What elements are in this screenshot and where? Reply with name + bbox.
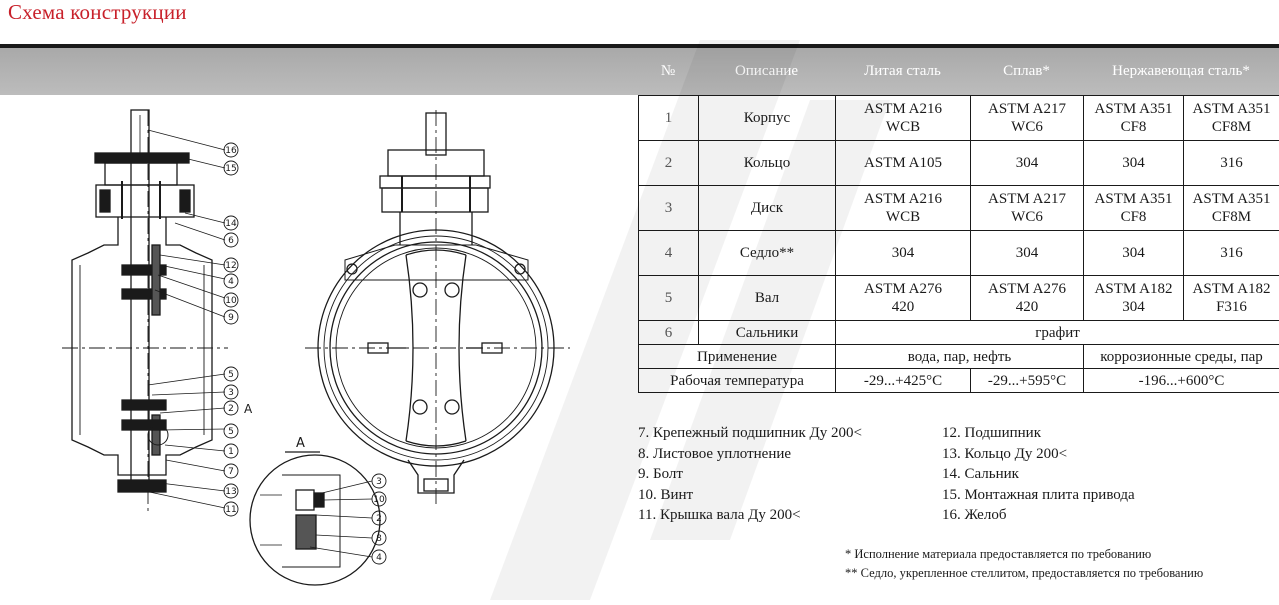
- cell-ss1: 304: [1084, 141, 1184, 186]
- header-alloy: Сплав*: [970, 48, 1083, 95]
- footnote-seat: ** Седло, укрепленное стеллитом, предоставляется по требованию: [845, 566, 1203, 581]
- row-desc: Кольцо: [699, 141, 836, 186]
- callout-text: 4: [228, 277, 234, 287]
- header-cast-steel: Литая сталь: [835, 48, 970, 95]
- callout-text: 5: [228, 427, 234, 437]
- temperature-stainless: -196...+600°C: [1084, 369, 1279, 393]
- front-view: [305, 110, 570, 505]
- legend-item: 8. Листовое уплотнение: [638, 444, 862, 465]
- cell-ss2: ASTM A182 F316: [1184, 276, 1279, 321]
- detail-a: [250, 436, 380, 585]
- parts-legend-right: [942, 423, 1135, 526]
- callouts-left: [224, 143, 253, 516]
- cell-cast: 304: [836, 231, 971, 276]
- parts-legend-left: [638, 423, 862, 526]
- callout-text: 7: [228, 467, 234, 477]
- cell-alloy: ASTM A217 WC6: [971, 96, 1084, 141]
- callout-text: 13: [225, 487, 236, 497]
- header-num: №: [638, 48, 698, 95]
- row-num: 1: [639, 96, 699, 141]
- construction-drawing: [0, 95, 640, 591]
- row-num: 5: [639, 276, 699, 321]
- callout-text: 9: [228, 313, 234, 323]
- table-row: [639, 231, 1279, 276]
- callout-text: 11: [225, 505, 236, 515]
- cell-ss2: ASTM A351 CF8M: [1184, 186, 1279, 231]
- row-num: 2: [639, 141, 699, 186]
- callout-text: 4: [376, 553, 382, 563]
- legend-item: 11. Крышка вала Ду 200<: [638, 505, 862, 526]
- cell-ss1: 304: [1084, 231, 1184, 276]
- table-row: [639, 276, 1279, 321]
- application-stainless: коррозионные среды, пар: [1084, 345, 1279, 369]
- cell-ss2: 316: [1184, 141, 1279, 186]
- section-view: [62, 110, 228, 515]
- callout-text: 16: [225, 146, 237, 156]
- cell-ss1: ASTM A351 CF8: [1084, 96, 1184, 141]
- callout-text: 1: [228, 447, 234, 457]
- callout-text: 15: [225, 164, 236, 174]
- temperature-row: [639, 369, 1279, 393]
- cell-cast: ASTM A276 420: [836, 276, 971, 321]
- cell-ss1: ASTM A351 CF8: [1084, 186, 1184, 231]
- temperature-cast: -29...+425°C: [836, 369, 971, 393]
- row-num: 4: [639, 231, 699, 276]
- row-desc: Седло**: [699, 231, 836, 276]
- legend-item: 12. Подшипник: [942, 423, 1135, 444]
- legend-item: 7. Крепежный подшипник Ду 200<: [638, 423, 862, 444]
- table-row: [639, 96, 1279, 141]
- footnote-material: * Исполнение материала предоставляется по требованию: [845, 547, 1151, 562]
- table-row: [639, 141, 1279, 186]
- callout-text: 2: [228, 404, 234, 414]
- callout-text: 3: [376, 477, 382, 487]
- cell-cast: ASTM A105: [836, 141, 971, 186]
- callout-text: 10: [373, 495, 385, 505]
- legend-item: 16. Желоб: [942, 505, 1135, 526]
- callout-text: 2: [376, 514, 382, 524]
- cell-ss2: 316: [1184, 231, 1279, 276]
- row-num: 6: [639, 321, 699, 345]
- legend-item: 10. Винт: [638, 485, 862, 506]
- table-row: [639, 321, 1279, 345]
- temperature-alloy: -29...+595°C: [971, 369, 1084, 393]
- legend-item: 15. Монтажная плита привода: [942, 485, 1135, 506]
- callout-text: 5: [228, 370, 234, 380]
- section-letter: A: [244, 402, 253, 416]
- cell-ss1: ASTM A182 304: [1084, 276, 1184, 321]
- callout-text: 10: [225, 296, 237, 306]
- cell-alloy: ASTM A217 WC6: [971, 186, 1084, 231]
- row-desc: Сальники: [699, 321, 836, 345]
- row-desc: Вал: [699, 276, 836, 321]
- table-row: [639, 186, 1279, 231]
- legend-item: 13. Кольцо Ду 200<: [942, 444, 1135, 465]
- row-desc: Корпус: [699, 96, 836, 141]
- callout-text: 12: [225, 261, 236, 271]
- callout-text: 3: [228, 388, 234, 398]
- cell-cast: ASTM A216 WCB: [836, 186, 971, 231]
- application-carbon: вода, пар, нефть: [836, 345, 1084, 369]
- header-stainless: Нержавеющая сталь*: [1083, 48, 1279, 95]
- materials-table: [638, 95, 1279, 393]
- callouts-detail: [372, 474, 386, 564]
- callout-text: 14: [225, 219, 237, 229]
- callout-text: 8: [376, 534, 382, 544]
- page-title: Схема конструкции: [8, 0, 187, 25]
- cell-ss2: ASTM A351 CF8M: [1184, 96, 1279, 141]
- row-num: 3: [639, 186, 699, 231]
- cell-packing: графит: [836, 321, 1279, 345]
- temperature-label: Рабочая температура: [639, 369, 836, 393]
- detail-label: A: [296, 436, 305, 451]
- legend-item: 9. Болт: [638, 464, 862, 485]
- header-description: Описание: [698, 48, 835, 95]
- callout-text: 6: [228, 236, 234, 246]
- cell-alloy: 304: [971, 231, 1084, 276]
- application-row: [639, 345, 1279, 369]
- cell-alloy: 304: [971, 141, 1084, 186]
- row-desc: Диск: [699, 186, 836, 231]
- cell-alloy: ASTM A276 420: [971, 276, 1084, 321]
- legend-item: 14. Сальник: [942, 464, 1135, 485]
- application-label: Применение: [639, 345, 836, 369]
- cell-cast: ASTM A216 WCB: [836, 96, 971, 141]
